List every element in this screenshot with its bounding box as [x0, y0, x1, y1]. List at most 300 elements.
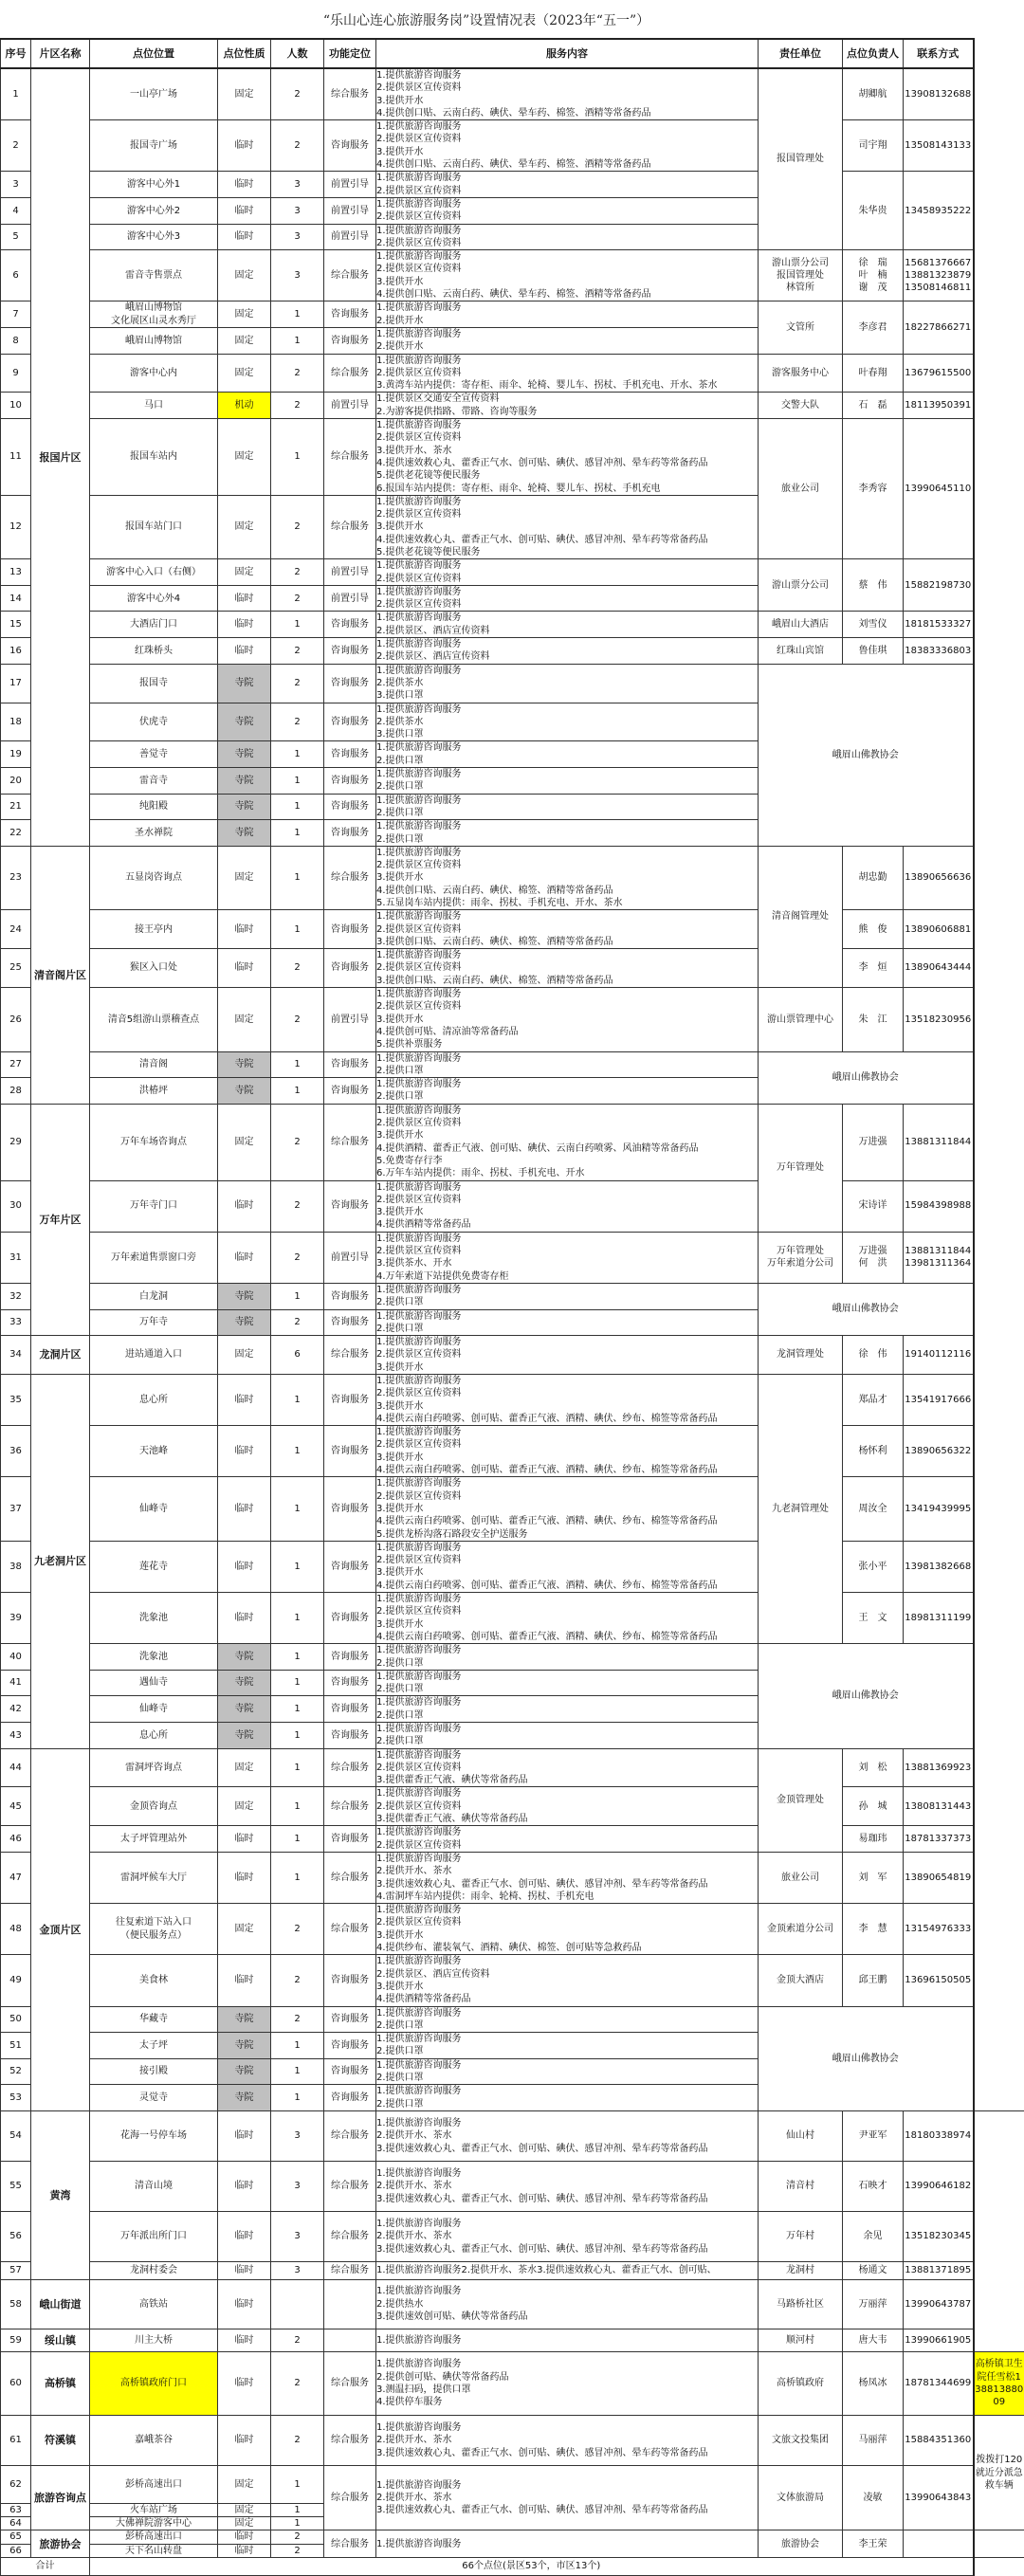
- seq-cell: 33: [1, 1309, 31, 1336]
- type-cell: 临时: [218, 910, 271, 949]
- location-cell: 峨眉山博物馆 文化展区山灵水秀厅: [90, 301, 218, 328]
- services-cell: [376, 2465, 759, 2530]
- person-cell: 宋诗详: [843, 1180, 904, 1232]
- table-row: [1, 354, 1024, 393]
- count-cell: 3: [271, 172, 324, 198]
- service-item: 3.提供速效救心丸、藿香正气水、创可贴、碘伏、感冒冲剂、晕车药等常备药品: [376, 2447, 758, 2459]
- location-cell: 息心所: [90, 1723, 218, 1749]
- seq-cell: 56: [1, 2211, 31, 2261]
- service-item: 1.提供旅游咨询服务: [376, 612, 758, 624]
- seq-cell: 44: [1, 1748, 31, 1787]
- service-item: 2.提供口罩: [376, 2045, 758, 2057]
- type-cell: 临时: [218, 1426, 271, 1477]
- table-row: [1, 2465, 1024, 2503]
- service-item: 2.提供口罩: [376, 2019, 758, 2032]
- service-item: 3.提供速效救心丸、藿香正气水、创可贴、碘伏、感冒冲剂、晕车药等常备药品: [376, 2143, 758, 2155]
- type-cell: 临时: [218, 1593, 271, 1644]
- location-cell: 清音阁: [90, 1051, 218, 1078]
- total-value: 66个点位(景区53个，市区13个): [90, 2557, 974, 2575]
- service-item: 1.提供旅游咨询服务: [376, 1426, 758, 1438]
- function-cell: 前置引导: [324, 172, 376, 198]
- service-item: 2.提供开水、茶水: [376, 2492, 758, 2504]
- count-cell: 2: [271, 1309, 324, 1336]
- phone-cell: 13981382668: [904, 1541, 974, 1592]
- count-cell: 3: [271, 250, 324, 301]
- seq-cell: 55: [1, 2161, 31, 2211]
- seq-cell: 48: [1, 1904, 31, 1955]
- person-cell: 郑品才: [843, 1374, 904, 1425]
- service-item: 2.提供口罩: [376, 780, 758, 793]
- count-cell: 2: [271, 1232, 324, 1283]
- seq-cell: 43: [1, 1723, 31, 1749]
- service-item: 1.提供旅游咨询服务: [376, 2059, 758, 2072]
- service-item: 3.提供开水: [376, 146, 758, 158]
- seq-cell: 66: [1, 2544, 31, 2557]
- type-cell: 寺院: [218, 1051, 271, 1078]
- zone-cell: 旅游咨询点: [31, 2465, 90, 2530]
- service-item: 1.提供旅游咨询服务: [376, 1052, 758, 1065]
- zone-cell: 符溪镇: [31, 2415, 90, 2465]
- header-zone: 片区名称: [31, 39, 90, 68]
- service-item: 3.提供速效救心丸、藿香正气水、创可贴、碘伏、感冒冲剂、晕车药等常备药品: [376, 1878, 758, 1891]
- service-item: 4.提供云南白药喷雾、创可贴、藿香正气液、酒精、碘伏、纱布、棉签等常备药品: [376, 1631, 758, 1643]
- phone-cell: 13419439995: [904, 1477, 974, 1541]
- services-cell: [376, 1374, 759, 1425]
- unit-cell: 游客服务中心: [759, 354, 843, 393]
- count-cell: 1: [271, 327, 324, 354]
- phone-cell: 18781344699: [904, 2351, 974, 2415]
- person-cell: 胡忠勤: [843, 846, 904, 909]
- type-cell: 临时: [218, 172, 271, 198]
- location-cell: 一山亭广场: [90, 68, 218, 120]
- service-item: 5.五显岗车站内提供：雨伞、拐杖、手机充电、开水、茶水: [376, 897, 758, 909]
- function-cell: 咨询服务: [324, 1593, 376, 1644]
- phone-cell: 18383336803: [904, 638, 974, 665]
- location-cell: 游客中心外1: [90, 172, 218, 198]
- location-cell: 金顶咨询点: [90, 1787, 218, 1826]
- service-item: 3.提供开水、茶水: [376, 445, 758, 457]
- service-item: 2.提供景区宣传资料: [376, 1916, 758, 1928]
- service-item: 2.提供景区、酒店宣传资料: [376, 650, 758, 663]
- location-cell: 高桥镇政府门口: [90, 2351, 218, 2415]
- services-cell: [376, 2329, 759, 2351]
- phone-cell: 13508143133: [904, 120, 974, 172]
- type-cell: 寺院: [218, 664, 271, 703]
- service-item: 1.提供旅游咨询服务: [376, 69, 758, 82]
- service-item: 3.提供开水: [376, 276, 758, 288]
- seq-cell: 64: [1, 2517, 31, 2530]
- seq-cell: 45: [1, 1787, 31, 1826]
- unit-cell: 清音村: [759, 2161, 843, 2211]
- person-cell: 刘 军: [843, 1852, 904, 1903]
- service-item: 1.提供旅游咨询服务: [376, 496, 758, 508]
- table-row: [1, 638, 1024, 665]
- function-cell: 咨询服务: [324, 612, 376, 638]
- unit-cell: 旅业公司: [759, 1852, 843, 1903]
- function-cell: 咨询服务: [324, 820, 376, 847]
- function-cell: 咨询服务: [324, 1644, 376, 1671]
- service-item: 1.提供旅游咨询服务: [376, 1644, 758, 1656]
- table-row: [1, 846, 1024, 909]
- function-cell: 咨询服务: [324, 2033, 376, 2059]
- service-item: 2.提供口罩: [376, 2072, 758, 2084]
- location-cell: 接引殿: [90, 2058, 218, 2085]
- service-item: 1.提供旅游咨询服务: [376, 1671, 758, 1683]
- phone-cell: 13881369923: [904, 1748, 974, 1787]
- table-title: “乐山心连心旅游服务岗”设置情况表（2023年“五一”）: [0, 0, 973, 38]
- zone-cell: 黄湾: [31, 2110, 90, 2279]
- function-cell: 前置引导: [324, 988, 376, 1051]
- side-note-cell: [974, 2530, 1024, 2558]
- table-row: [1, 2006, 1024, 2033]
- seq-cell: 1: [1, 68, 31, 120]
- service-item: 4.提供创可贴、清凉油等常备药品: [376, 1026, 758, 1038]
- table-row: [1, 1541, 1024, 1592]
- service-post-table: [0, 38, 1024, 2576]
- service-item: 2.提供口罩: [376, 2098, 758, 2110]
- service-item: 4.提供云南白药喷雾、创可贴、藿香正气液、酒精、碘伏、纱布、棉签等常备药品: [376, 1580, 758, 1592]
- service-item: 4.提供创口贴、云南白药、碘伏、晕车药、棉签、酒精等常备药品: [376, 107, 758, 119]
- services-cell: [376, 612, 759, 638]
- service-item: 4.提供酒精等常备药品: [376, 1993, 758, 2005]
- seq-cell: 63: [1, 2503, 31, 2516]
- services-cell: [376, 1748, 759, 1787]
- phone-cell: 19140112116: [904, 1336, 974, 1375]
- seq-cell: 54: [1, 2110, 31, 2161]
- service-item: 1.提供旅游咨询服务2.提供开水、茶水3.提供速效救心丸、藿香正气水、创可贴、: [376, 2264, 758, 2276]
- service-item: 3.提供开水: [376, 1929, 758, 1942]
- service-item: 2.提供热水: [376, 2298, 758, 2311]
- type-cell: 固定: [218, 1748, 271, 1787]
- person-cell: 邱王鹏: [843, 1955, 904, 2006]
- service-item: 2.提供景区宣传资料: [376, 263, 758, 275]
- service-item: 2.提供口罩: [376, 807, 758, 819]
- services-cell: [376, 1593, 759, 1644]
- seq-cell: 46: [1, 1826, 31, 1853]
- location-cell: 清音5组游山票稽查点: [90, 988, 218, 1051]
- function-cell: 前置引导: [324, 224, 376, 250]
- service-item: 1.提供旅游咨询服务: [376, 638, 758, 650]
- function-cell: 咨询服务: [324, 1051, 376, 1078]
- function-cell: 咨询服务: [324, 120, 376, 172]
- location-cell: 火车站广场: [90, 2503, 218, 2516]
- location-cell: 游客中心内: [90, 354, 218, 393]
- service-item: 2.提供景区宣传资料: [376, 859, 758, 871]
- person-cell: 唐大韦: [843, 2329, 904, 2351]
- phone-cell: [904, 2530, 974, 2558]
- count-cell: 2: [271, 68, 324, 120]
- service-item: 4.提供云南白药喷雾、创可贴、藿香正气液、酒精、碘伏、纱布、棉签等常备药品: [376, 1515, 758, 1527]
- service-item: 4.提供停车服务: [376, 2396, 758, 2408]
- seq-cell: 14: [1, 585, 31, 612]
- table-row: [1, 393, 1024, 419]
- person-cell: 杨通文: [843, 2261, 904, 2279]
- unit-cell: 旅业公司: [759, 419, 843, 559]
- count-cell: 1: [271, 1541, 324, 1592]
- service-item: 2.提供景区宣传资料: [376, 185, 758, 197]
- seq-cell: 19: [1, 741, 31, 768]
- seq-cell: 47: [1, 1852, 31, 1903]
- service-item: 2.提供开水、茶水: [376, 1865, 758, 1877]
- service-item: 2.提供景区宣传资料: [376, 598, 758, 611]
- type-cell: 临时: [218, 638, 271, 665]
- count-cell: 1: [271, 846, 324, 909]
- header-count: 人数: [271, 39, 324, 68]
- phone-cell: 13990661905: [904, 2329, 974, 2351]
- count-cell: 1: [271, 1078, 324, 1105]
- seq-cell: 7: [1, 301, 31, 328]
- location-cell: 游客中心外4: [90, 585, 218, 612]
- service-item: 2.提供口罩: [376, 1296, 758, 1308]
- phone-cell: 18781337373: [904, 1826, 974, 1853]
- service-item: 4.雷洞坪车站内提供：雨伞、轮椅、拐杖、手机充电: [376, 1891, 758, 1903]
- function-cell: 综合服务: [324, 2465, 376, 2530]
- service-item: 3.提供速效救心丸、藿香正气水、创可贴、碘伏、感冒冲剂、晕车药等常备药品: [376, 2243, 758, 2256]
- count-cell: 2: [271, 559, 324, 586]
- seq-cell: 38: [1, 1541, 31, 1592]
- count-cell: 1: [271, 1723, 324, 1749]
- person-cell: 朱 江: [843, 988, 904, 1051]
- unit-cell: 万年村: [759, 2211, 843, 2261]
- service-item: 5.提供龙桥沟落石路段安全护送服务: [376, 1528, 758, 1541]
- person-cell: 刘 松: [843, 1748, 904, 1787]
- location-cell: 大酒店门口: [90, 612, 218, 638]
- location-cell: 川主大桥: [90, 2329, 218, 2351]
- type-cell: 临时: [218, 585, 271, 612]
- type-cell: 固定: [218, 846, 271, 909]
- service-item: 1.提供旅游咨询服务: [376, 419, 758, 431]
- location-cell: 进站通道入口: [90, 1336, 218, 1375]
- seq-cell: 36: [1, 1426, 31, 1477]
- type-cell: 临时: [218, 2161, 271, 2211]
- seq-cell: 16: [1, 638, 31, 665]
- table-row: [1, 1232, 1024, 1283]
- type-cell: 临时: [218, 1826, 271, 1853]
- service-item: 2.提供茶水: [376, 677, 758, 689]
- location-cell: 纯阳殿: [90, 794, 218, 820]
- seq-cell: 58: [1, 2279, 31, 2329]
- location-cell: 猴区入口处: [90, 949, 218, 988]
- service-item: 3.提供速效创可贴、碘伏等常备药品: [376, 2311, 758, 2323]
- service-item: 1.提供旅游咨询服务: [376, 2167, 758, 2180]
- services-cell: [376, 2085, 759, 2111]
- services-cell: [376, 988, 759, 1051]
- service-item: 1.提供旅游咨询服务: [376, 1310, 758, 1323]
- count-cell: 1: [271, 1852, 324, 1903]
- seq-cell: 6: [1, 250, 31, 301]
- service-item: 2.提供茶水: [376, 716, 758, 728]
- unit-cell: 马路桥社区: [759, 2279, 843, 2329]
- unit-cell: 报国管理处: [759, 68, 843, 250]
- count-cell: 1: [271, 419, 324, 496]
- person-cell: 万丽萍: [843, 2279, 904, 2329]
- location-cell: 雷音寺: [90, 768, 218, 795]
- count-cell: 3: [271, 2261, 324, 2279]
- services-cell: [376, 2530, 759, 2558]
- location-cell: 游客中心外2: [90, 197, 218, 224]
- function-cell: 咨询服务: [324, 949, 376, 988]
- services-cell: [376, 2161, 759, 2211]
- service-item: 1.提供旅游咨询服务: [376, 1955, 758, 1967]
- service-item: 4.提供云南白药喷雾、创可贴、藿香正气液、酒精、碘伏、纱布、棉签等常备药品: [376, 1413, 758, 1425]
- service-item: 2.提供开水、茶水: [376, 2434, 758, 2446]
- type-cell: 寺院: [218, 741, 271, 768]
- service-item: 3.提供开水: [376, 1361, 758, 1374]
- person-cell: 孙 城: [843, 1787, 904, 1826]
- count-cell: 2: [271, 2006, 324, 2033]
- service-item: 5.提供老花镜等便民服务: [376, 469, 758, 482]
- function-cell: 前置引导: [324, 393, 376, 419]
- phone-cell: 18113950391: [904, 393, 974, 419]
- services-cell: [376, 1955, 759, 2006]
- service-item: 1.提供旅游咨询服务: [376, 2007, 758, 2019]
- header-row: [1, 39, 1024, 68]
- service-item: 1.提供旅游咨询服务: [376, 1696, 758, 1708]
- total-row: [1, 2557, 1024, 2575]
- person-cell: 李 烜: [843, 949, 904, 988]
- seq-cell: 9: [1, 354, 31, 393]
- person-cell: 朱华贵: [843, 172, 904, 250]
- table-row: [1, 2415, 1024, 2465]
- service-item: 2.提供口罩: [376, 1735, 758, 1747]
- person-cell: 李彦君: [843, 301, 904, 354]
- location-cell: 红珠桥头: [90, 638, 218, 665]
- count-cell: 1: [271, 1670, 324, 1696]
- location-cell: 大佛禅院游客中心: [90, 2517, 218, 2530]
- seq-cell: 8: [1, 327, 31, 354]
- function-cell: 咨询服务: [324, 2058, 376, 2085]
- service-item: 1.提供旅游咨询服务: [376, 2538, 758, 2550]
- type-cell: 寺院: [218, 2033, 271, 2059]
- total-label: 合计: [1, 2557, 90, 2575]
- service-item: 1.提供旅游咨询服务: [376, 1826, 758, 1838]
- services-cell: [376, 1787, 759, 1826]
- unit-cell: 金顶管理处: [759, 1748, 843, 1852]
- service-item: 3.提供藿香正气液、碘伏等常备药品: [376, 1813, 758, 1825]
- function-cell: 咨询服务: [324, 794, 376, 820]
- unit-cell: 文体旅游局: [759, 2465, 843, 2530]
- unit-cell: 游山票分公司 报国管理处 林管所: [759, 250, 843, 301]
- services-cell: [376, 559, 759, 586]
- service-item: 6.万年车站内提供：雨伞、拐杖、手机充电、开水: [376, 1167, 758, 1179]
- services-cell: [376, 1283, 759, 1309]
- services-cell: [376, 910, 759, 949]
- phone-cell: 13679615500: [904, 354, 974, 393]
- service-item: 2.提供景区宣传资料: [376, 431, 758, 444]
- service-item: 1.提供旅游咨询服务: [376, 847, 758, 859]
- type-cell: 临时: [218, 2544, 271, 2557]
- location-cell: 接王亭内: [90, 910, 218, 949]
- header-blank: [974, 39, 1024, 68]
- service-item: 1.提供旅游咨询服务: [376, 250, 758, 263]
- person-cell: 万进强: [843, 1104, 904, 1180]
- service-item: 1.提供旅游咨询服务: [376, 1375, 758, 1387]
- side-note-cell: [974, 68, 1024, 2110]
- services-cell: [376, 820, 759, 847]
- unit-cell: 龙洞村: [759, 2261, 843, 2279]
- function-cell: 综合服务: [324, 1336, 376, 1375]
- person-cell: 刘雪仪: [843, 612, 904, 638]
- count-cell: 1: [271, 1374, 324, 1425]
- unit-cell: 文旅文投集团: [759, 2415, 843, 2465]
- location-cell: 游客中心外3: [90, 224, 218, 250]
- function-cell: 咨询服务: [324, 2006, 376, 2033]
- count-cell: 3: [271, 2161, 324, 2211]
- person-cell: 胡卿航: [843, 68, 904, 120]
- zone-cell: 绥山镇: [31, 2329, 90, 2351]
- count-cell: 1: [271, 2033, 324, 2059]
- service-item: 1.提供景区交通安全宣传资料: [376, 393, 758, 405]
- seq-cell: 22: [1, 820, 31, 847]
- function-cell: 咨询服务: [324, 664, 376, 703]
- function-cell: 咨询服务: [324, 741, 376, 768]
- services-cell: [376, 1104, 759, 1180]
- phone-cell: 13990643787: [904, 2279, 974, 2329]
- service-item: 2.提供景区宣传资料: [376, 1762, 758, 1774]
- function-cell: 咨询服务: [324, 1374, 376, 1425]
- phone-cell: 18180338974: [904, 2110, 974, 2161]
- table-row: [1, 1336, 1024, 1375]
- service-item: 1.提供旅游咨询服务: [376, 120, 758, 133]
- table-row: [1, 612, 1024, 638]
- services-cell: [376, 1723, 759, 1749]
- person-cell: 张小平: [843, 1541, 904, 1592]
- function-cell: 咨询服务: [324, 1426, 376, 1477]
- count-cell: 1: [271, 2517, 324, 2530]
- function-cell: 咨询服务: [324, 703, 376, 741]
- service-item: 1.提供旅游咨询服务: [376, 1542, 758, 1554]
- service-item: 1.提供旅游咨询服务: [376, 328, 758, 340]
- service-item: 1.提供旅游咨询服务: [376, 1284, 758, 1296]
- service-item: 2.提供景区宣传资料: [376, 210, 758, 223]
- phone-cell: 13881311844 13981311364: [904, 1232, 974, 1283]
- services-cell: [376, 2110, 759, 2161]
- service-item: 2.提供口罩: [376, 1323, 758, 1335]
- services-cell: [376, 2033, 759, 2059]
- location-cell: 报国车站门口: [90, 495, 218, 558]
- seq-cell: 31: [1, 1232, 31, 1283]
- type-cell: 固定: [218, 1904, 271, 1955]
- service-item: 2.提供开水: [376, 315, 758, 327]
- services-cell: [376, 741, 759, 768]
- count-cell: 1: [271, 2503, 324, 2516]
- function-cell: 咨询服务: [324, 1723, 376, 1749]
- type-cell: 临时: [218, 2110, 271, 2161]
- count-cell: 1: [271, 1477, 324, 1541]
- type-cell: 固定: [218, 68, 271, 120]
- type-cell: 寺院: [218, 2085, 271, 2111]
- unit-cell: 旅游协会: [759, 2530, 843, 2558]
- services-cell: [376, 1426, 759, 1477]
- location-cell: 嘉峨茶谷: [90, 2415, 218, 2465]
- services-cell: [376, 638, 759, 665]
- service-item: 1.提供旅游咨询服务: [376, 2033, 758, 2045]
- location-cell: 太子坪: [90, 2033, 218, 2059]
- services-cell: [376, 1541, 759, 1592]
- service-item: 3.提供速效救心丸、藿香正气水、创可贴、碘伏、感冒冲剂、晕车药等常备药品: [376, 2193, 758, 2205]
- table-row: [1, 1374, 1024, 1425]
- service-item: 2.提供口罩: [376, 1683, 758, 1695]
- service-item: 4.提供速效救心丸、藿香正气水、创可贴、碘伏、感冒冲剂、晕车药等常备药品: [376, 534, 758, 546]
- function-cell: 咨询服务: [324, 1180, 376, 1232]
- services-cell: [376, 2211, 759, 2261]
- function-cell: 综合服务: [324, 1104, 376, 1180]
- header-phone: 联系方式: [904, 39, 974, 68]
- services-cell: [376, 197, 759, 224]
- type-cell: 临时: [218, 197, 271, 224]
- header-function: 功能定位: [324, 39, 376, 68]
- services-cell: [376, 172, 759, 198]
